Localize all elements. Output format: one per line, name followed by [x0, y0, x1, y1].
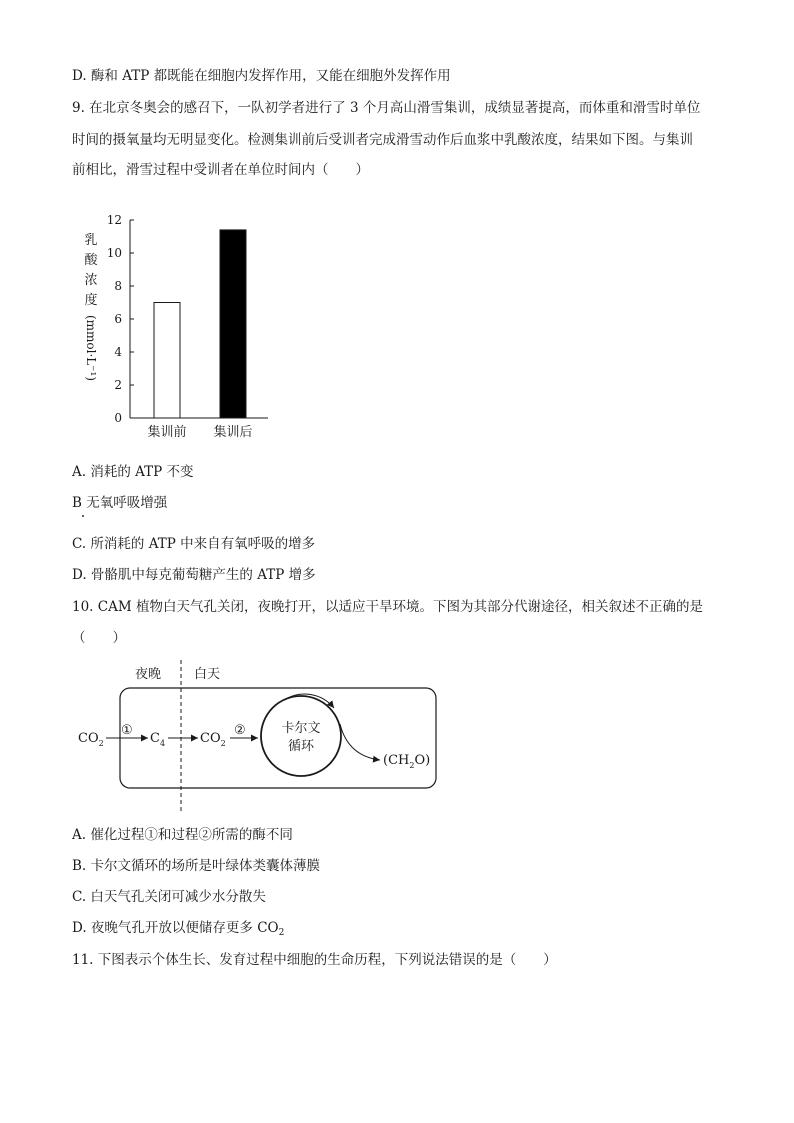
- q9-stem-line1: 9. 在北京冬奥会的感召下，一队初学者进行了 3 个月高山滑雪集训，成绩显著提高，而体重和滑雪时单位: [72, 100, 701, 116]
- x-axis-labels: [147, 424, 252, 440]
- q10-stem-line2: （ ）: [72, 630, 126, 646]
- c4-compound: $C_4$: [150, 731, 166, 748]
- cam-pathway-diagram: [72, 656, 452, 818]
- co2-released: $CO_2$: [200, 731, 226, 748]
- x-category-label: 集训前: [147, 425, 187, 440]
- chart-axes: [130, 220, 268, 418]
- y-tick-label: 0: [114, 411, 122, 425]
- calvin-cycle-label-line2: 循环: [287, 739, 315, 754]
- y-tick-label: 12: [106, 213, 122, 227]
- y-tick-label: 10: [106, 246, 122, 260]
- bar-1: [154, 303, 180, 419]
- q8-option-d: D. 酶和 ATP 都既能在细胞内发挥作用，又能在细胞外发挥作用: [72, 68, 451, 84]
- q9-stem-line2: 时间的摄氧量均无明显变化。检测集训前后受训者完成滑雪动作后血浆中乳酸浓度，结果如下图。与集训: [72, 132, 693, 148]
- co2-outside: $CO_2$: [78, 731, 104, 748]
- y-label-unit: (mmol·L⁻¹): [84, 314, 98, 382]
- step2-label: ②: [234, 723, 246, 738]
- y-tick-label: 4: [114, 345, 122, 359]
- y-tick-label: 8: [114, 279, 122, 293]
- y-tick-label: 2: [114, 378, 122, 392]
- y-label-char: 乳: [84, 233, 98, 248]
- q9-stem-line3: 前相比，滑雪过程中受训者在单位时间内（ ）: [72, 162, 369, 178]
- q9-option-d: D. 骨骼肌中每克葡萄糖产生的 ATP 增多: [72, 567, 316, 583]
- q10-stem-line1: 10. CAM 植物白天气孔关闭，夜晚打开，以适应干旱环境。下图为其部分代谢途径，相关叙述不正确的是: [72, 599, 703, 615]
- q9-option-c: C. 所消耗的 ATP 中来自有氧呼吸的增多: [72, 536, 316, 552]
- day-label: 白天: [194, 667, 221, 682]
- y-tick-label: 6: [114, 312, 122, 326]
- q10-option-b: B. 卡尔文循环的场所是叶绿体类囊体薄膜: [72, 858, 321, 874]
- y-label-char: 度: [84, 293, 98, 308]
- q11-stem: 11. 下图表示个体生长、发育过程中细胞的生命历程，下列说法错误的是（ ）: [72, 952, 557, 968]
- q10-option-c: C. 白天气孔关闭可减少水分散失: [72, 889, 266, 905]
- bar-2: [220, 230, 246, 418]
- product-ch2o: $(CH_2O)$: [383, 753, 431, 770]
- q10-option-d: D. 夜晚气孔开放以便储存更多 $CO_2$: [72, 920, 285, 938]
- y-label-char: 浓: [84, 273, 98, 288]
- stray-dot: [82, 515, 84, 517]
- q9-option-b: B 无氧呼吸增强: [72, 495, 168, 511]
- calvin-cycle-circle: [261, 696, 341, 776]
- chart-bars: [154, 230, 246, 418]
- q10-option-a: A. 催化过程①和过程②所需的酶不同: [72, 827, 293, 843]
- x-category-label: 集训后: [213, 425, 253, 440]
- y-axis-label: [84, 233, 98, 381]
- night-label: 夜晚: [135, 667, 162, 682]
- y-label-char: 酸: [84, 253, 98, 268]
- lactate-bar-chart: [72, 208, 292, 448]
- arrow-to-product: [340, 724, 380, 760]
- step1-label: ①: [121, 723, 133, 738]
- q9-option-a: A. 消耗的 ATP 不变: [72, 464, 194, 480]
- calvin-cycle-label-line1: 卡尔文: [281, 721, 321, 736]
